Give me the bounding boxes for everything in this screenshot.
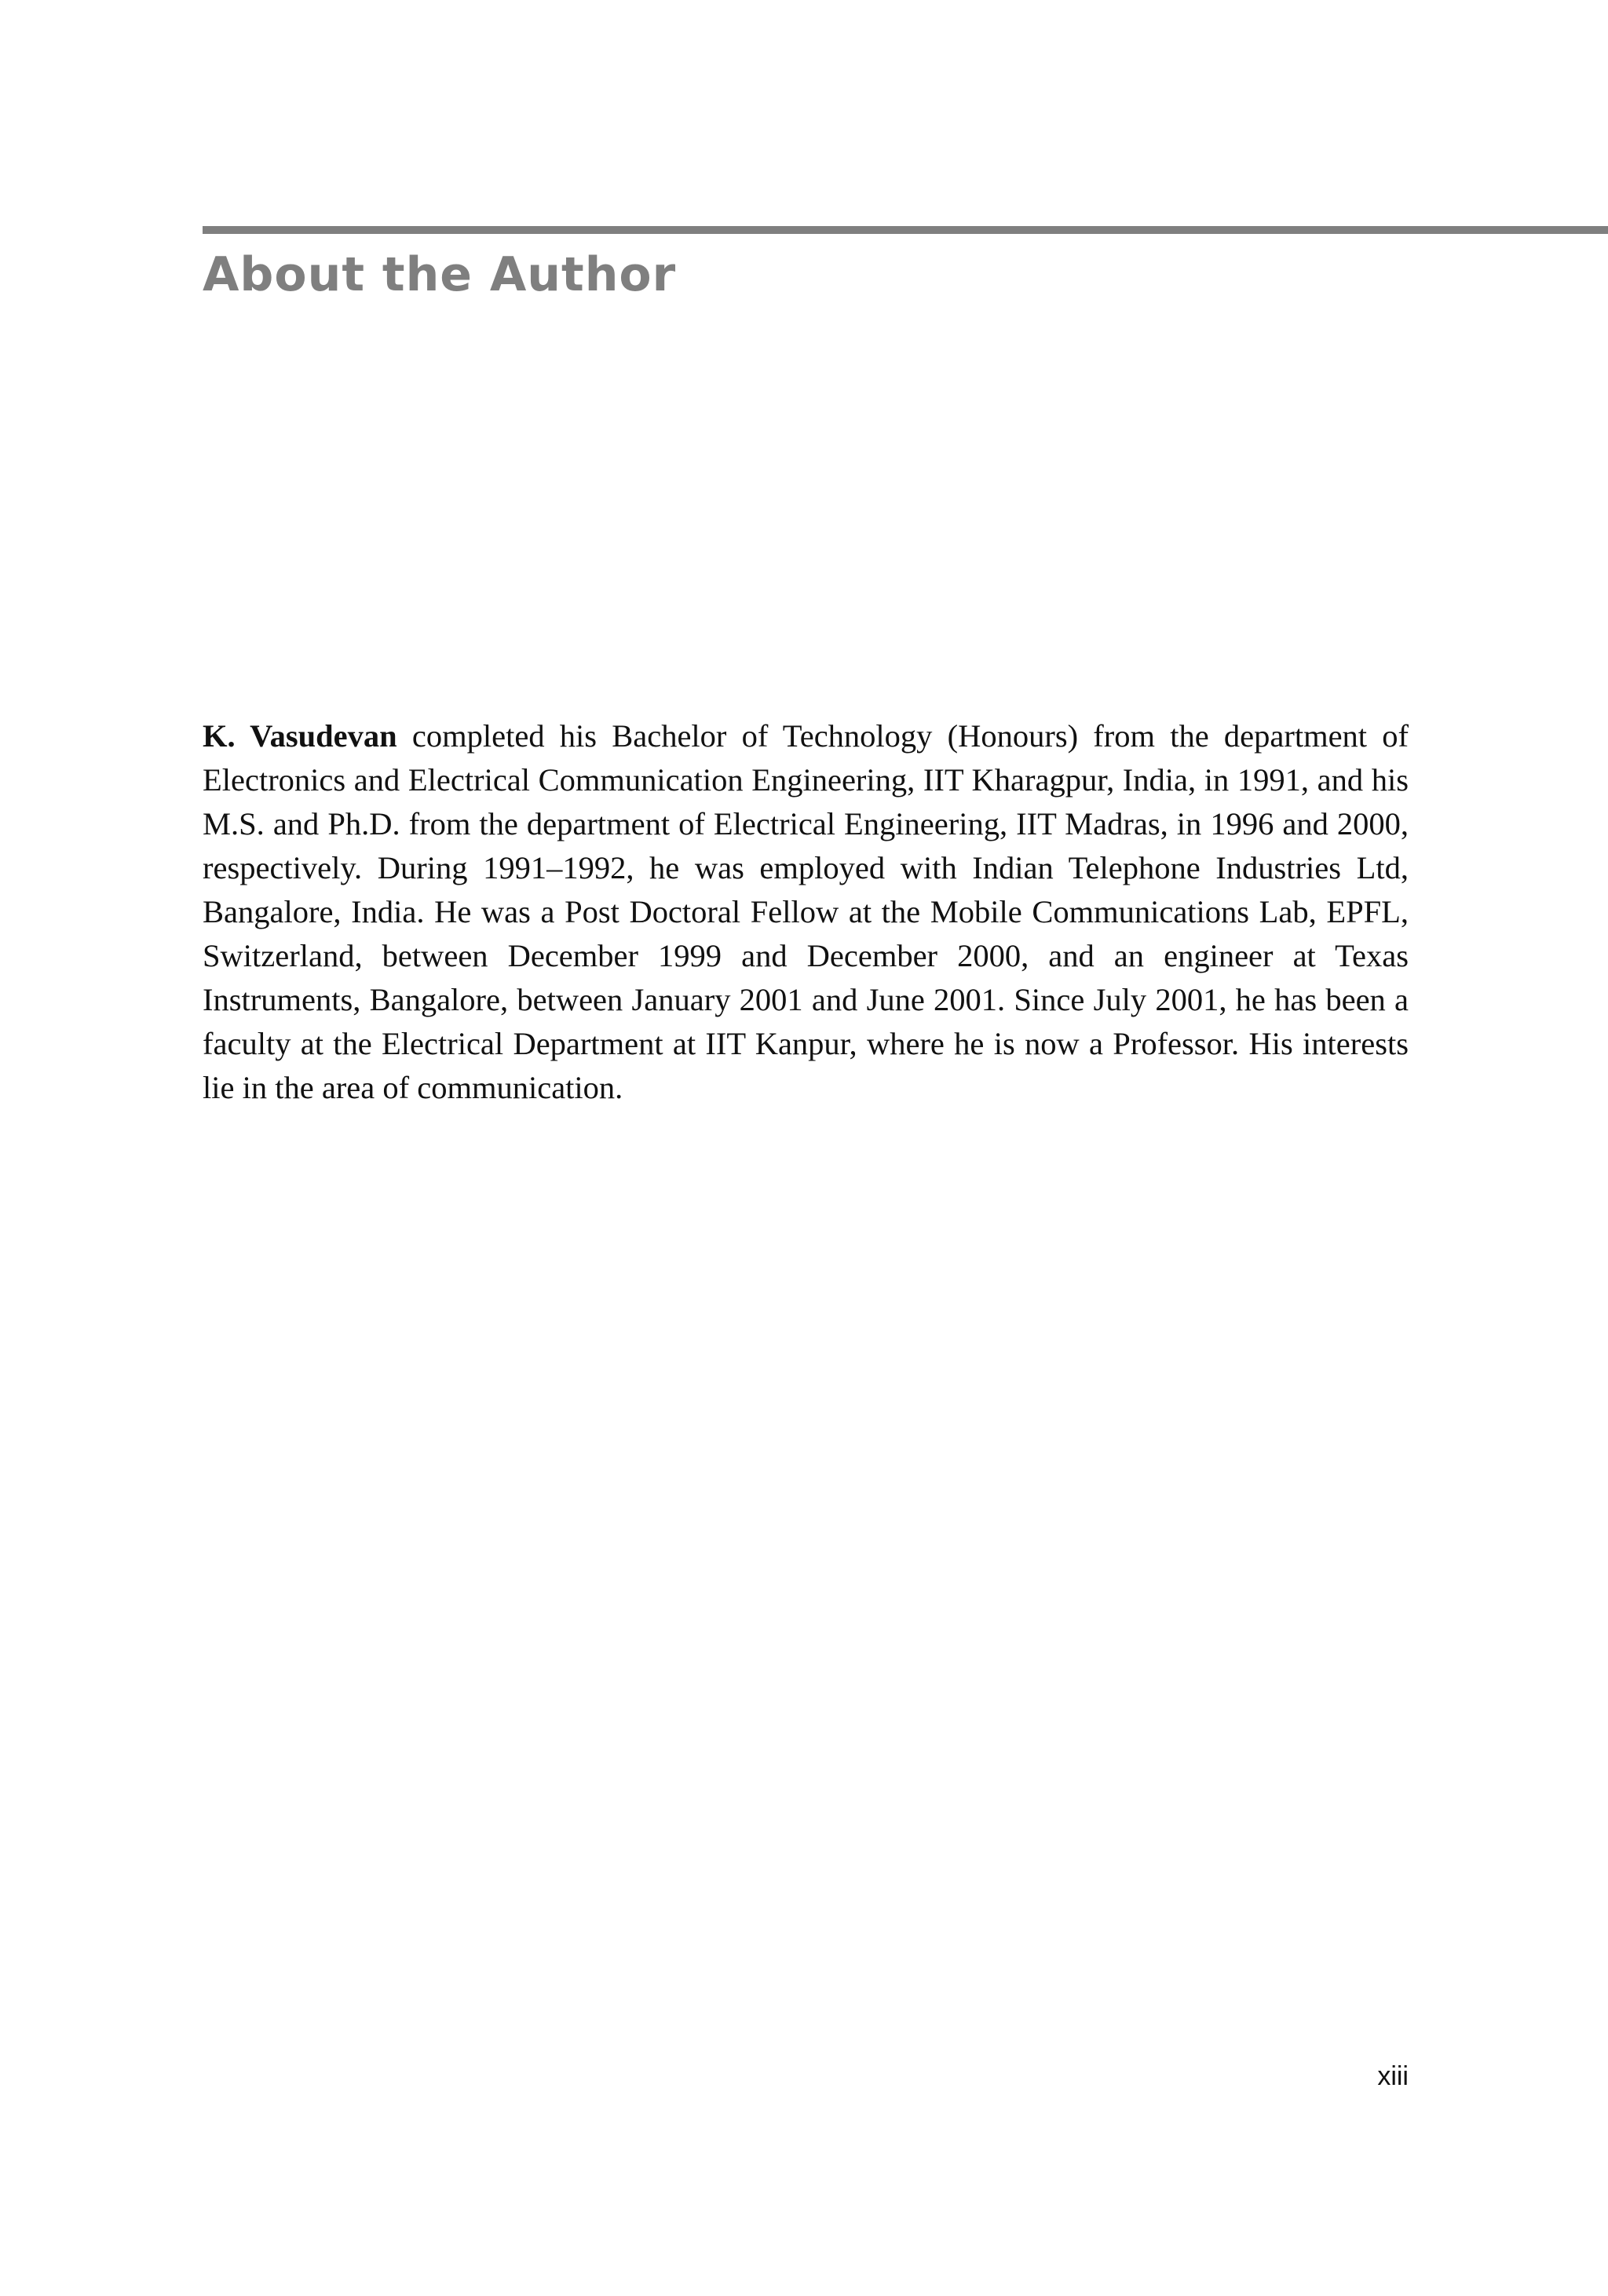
author-bio-paragraph <box>203 714 1409 1110</box>
author-bio-text: completed his Bachelor of Technology (Honours) from the department of Electronics and Electrical Communication Engineering, IIT Kharagpur, India, in 1991, and his M.S. and Ph.D. from the department of Electrical Engineering, IIT Madras, in 1996 and 2000, respectively. During 1991–1992, he was employed with Indian Telephone Industries Ltd, Bangalore, India. He was a Post Doctoral Fellow at the Mobile Communications Lab, EPFL, Switzerland, between December 1999 and December 2000, and an engineer at Texas Instruments, Bangalore, between January 2001 and June 2001. Since July 2001, he has been a faculty at the Electrical Department at IIT Kanpur, where he is now a Professor. His interests lie in the area of communication. <box>203 718 1409 1105</box>
author-name: K. Vasudevan <box>203 718 397 754</box>
title-rule <box>203 226 1608 234</box>
page-number: xiii <box>1377 2061 1409 2091</box>
page-title: About the Author <box>203 247 677 302</box>
